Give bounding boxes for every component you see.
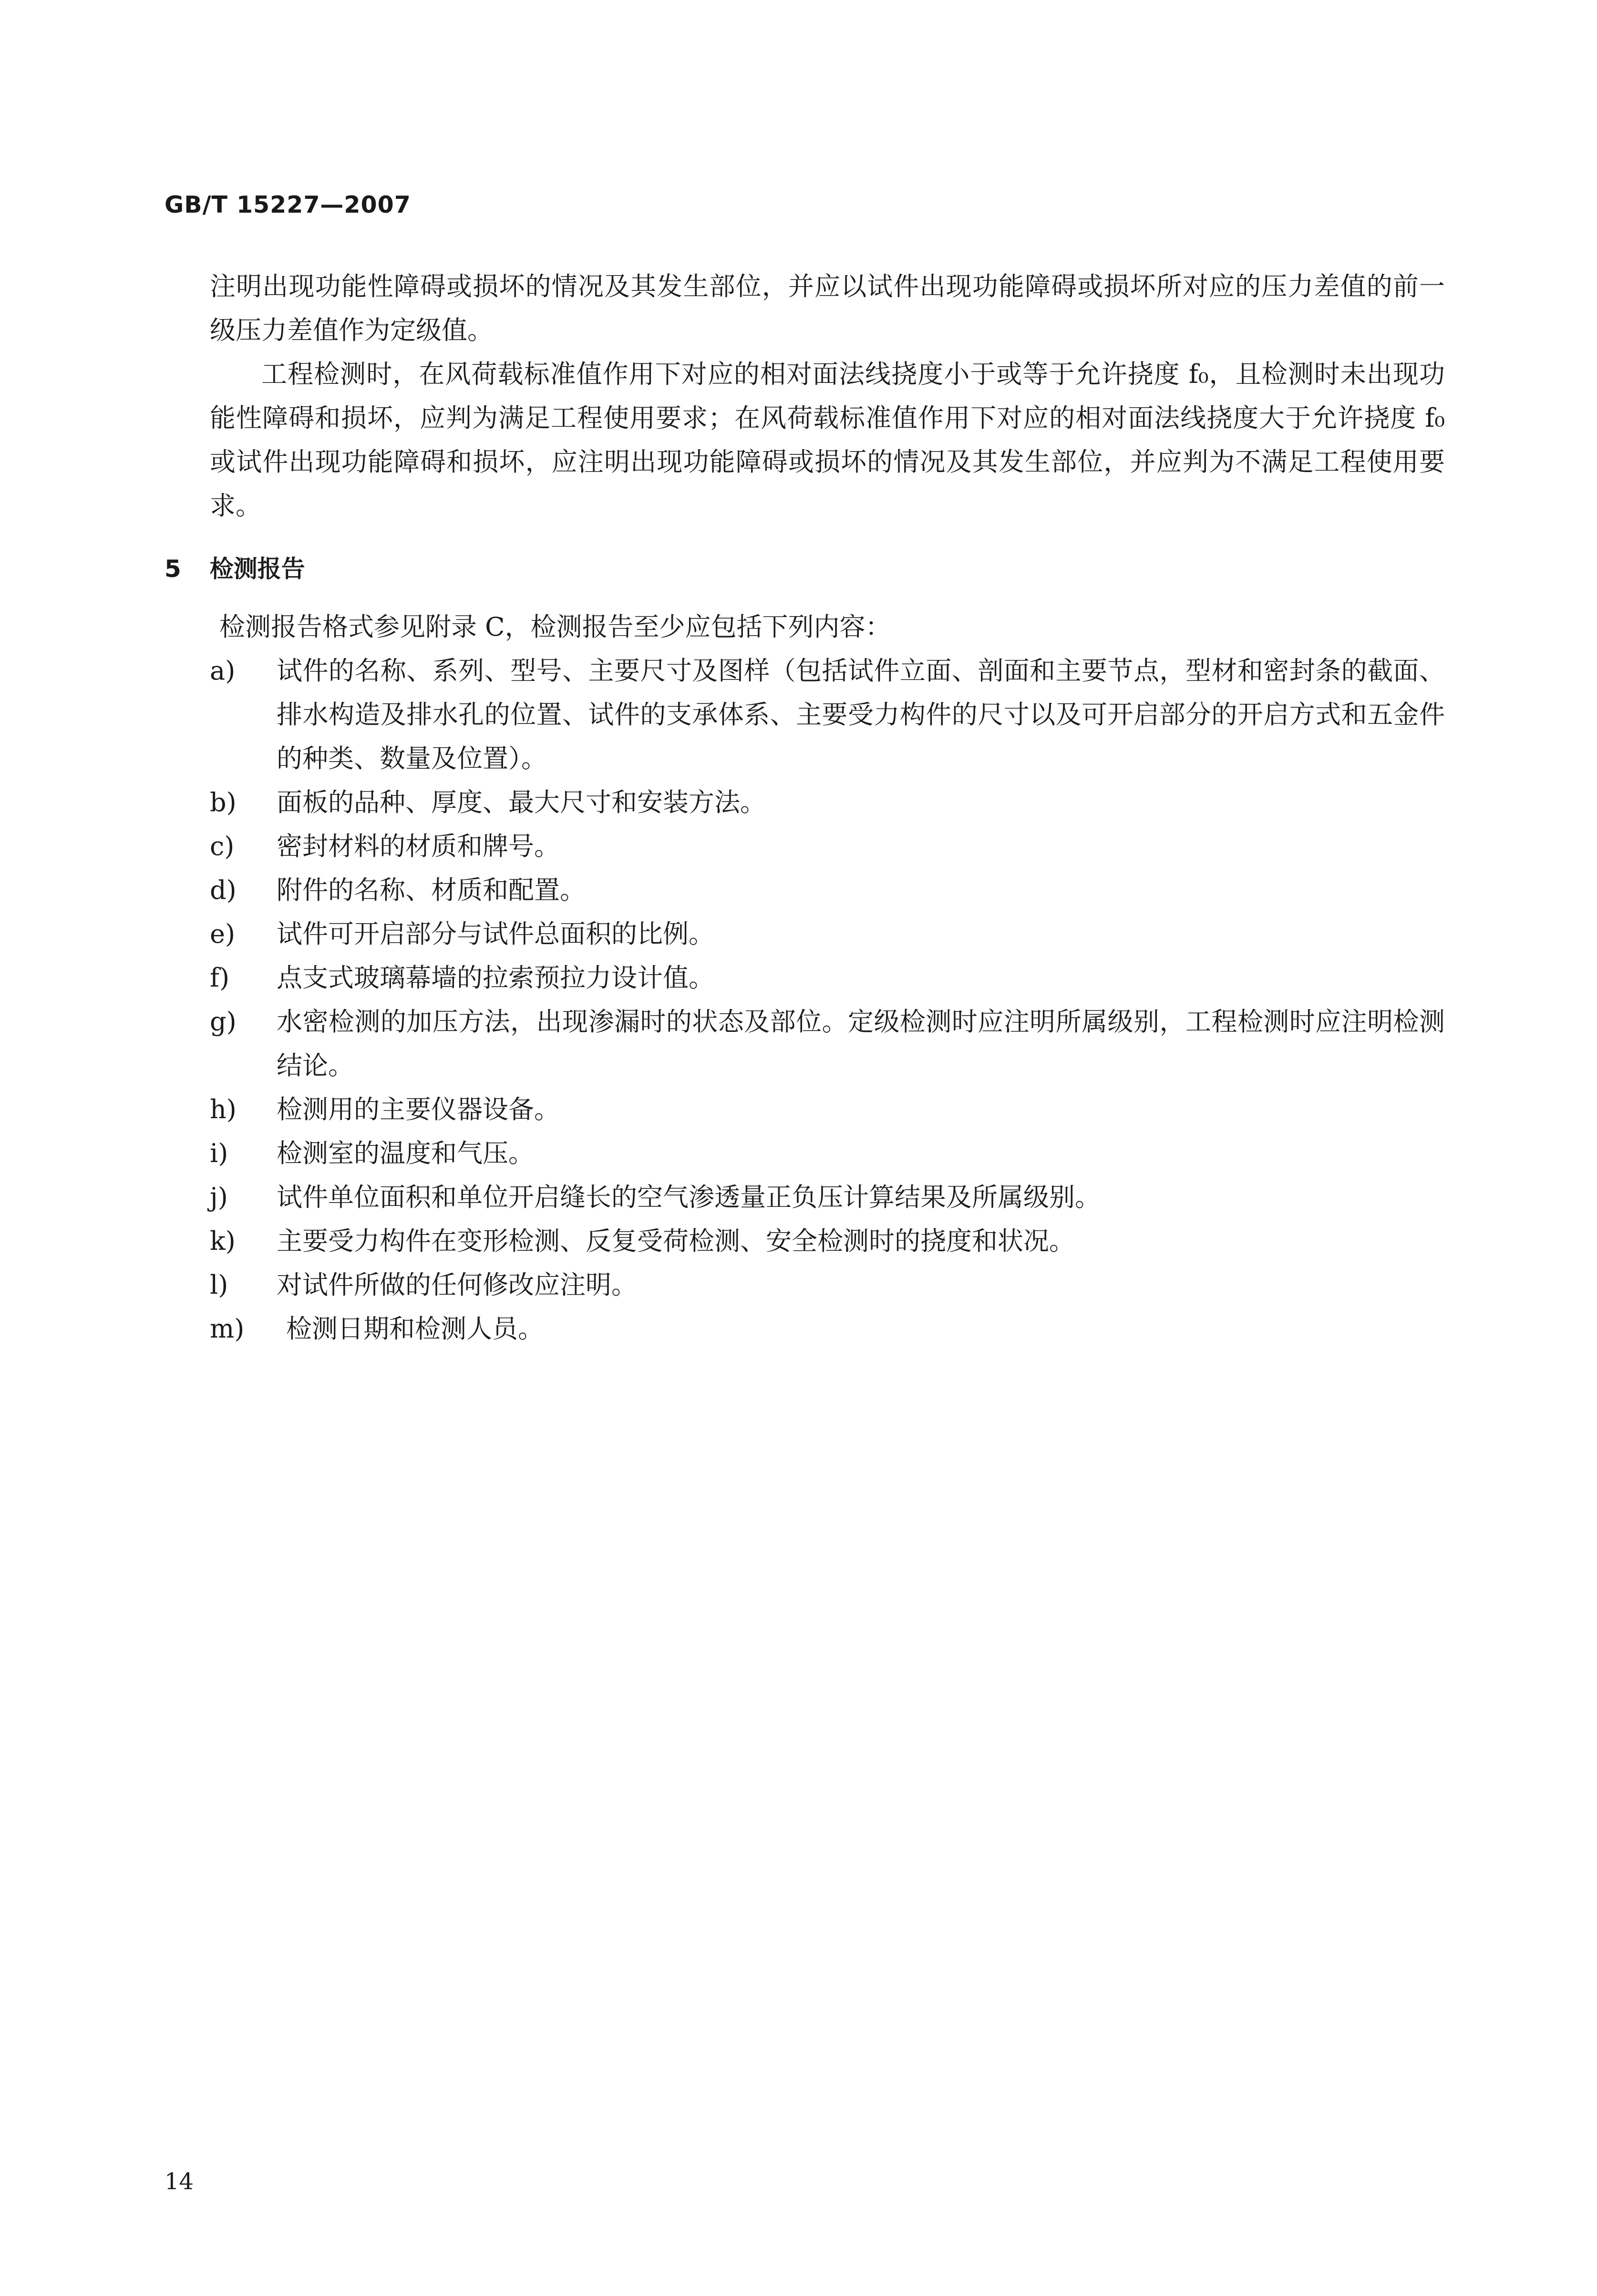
standard-code: GB/T 15227—2007 xyxy=(165,191,411,218)
list-item-label: i) xyxy=(210,1138,228,1168)
list-item-text: 密封材料的材质和牌号。 xyxy=(277,831,560,861)
section-title: 检测报告 xyxy=(209,555,305,583)
list-item xyxy=(210,1219,1445,1263)
list-item xyxy=(210,1088,1445,1132)
list-item xyxy=(210,1000,1445,1088)
list-item-label: l) xyxy=(210,1270,228,1300)
list-item xyxy=(210,956,1445,1000)
list-item xyxy=(210,649,1445,781)
list-item-text: 点支式玻璃幕墙的拉索预拉力设计值。 xyxy=(277,963,714,993)
list-item-text: 试件单位面积和单位开启缝长的空气渗透量正负压计算结果及所属级别。 xyxy=(277,1182,1101,1212)
list-item xyxy=(210,1175,1445,1219)
page-number: 14 xyxy=(165,2168,194,2195)
list-item-text: 水密检测的加压方法，出现渗漏时的状态及部位。定级检测时应注明所属级别，工程检测时应注明检测结论。 xyxy=(277,1007,1445,1081)
list-item xyxy=(210,781,1445,824)
section-heading xyxy=(165,547,1445,591)
list-item-text: 检测日期和检测人员。 xyxy=(286,1314,544,1344)
report-contents-list xyxy=(210,649,1445,1351)
list-item-text: 试件可开启部分与试件总面积的比例。 xyxy=(277,919,714,949)
list-item-label: j) xyxy=(210,1182,228,1212)
list-item-label: c) xyxy=(210,831,235,861)
list-item-label: e) xyxy=(210,919,236,949)
list-item-text: 主要受力构件在变形检测、反复受荷检测、安全检测时的挠度和状况。 xyxy=(277,1226,1075,1256)
list-item-label: g) xyxy=(210,1007,237,1037)
list-item-label: d) xyxy=(210,875,237,905)
list-item-label: h) xyxy=(210,1094,237,1124)
list-item xyxy=(210,824,1445,868)
list-item xyxy=(210,1263,1445,1307)
section-number: 5 xyxy=(165,555,181,583)
list-item-text: 试件的名称、系列、型号、主要尺寸及图样（包括试件立面、剖面和主要节点，型材和密封条的截面、排水构造及排水孔的位置、试件的支承体系、主要受力构件的尺寸以及可开启部分的开启方式和五金件的种类、数量及位置）。 xyxy=(277,656,1445,773)
paragraph-continued: 注明出现功能性障碍或损坏的情况及其发生部位，并应以试件出现功能障碍或损坏所对应的压力差值的前一级压力差值作为定级值。 xyxy=(210,271,1445,345)
list-item xyxy=(210,912,1445,956)
list-item xyxy=(210,1307,1445,1351)
paragraph-engineering-test: 工程检测时，在风荷载标准值作用下对应的相对面法线挠度小于或等于允许挠度 f₀，且检测时未出现功能性障碍和损坏，应判为满足工程使用要求；在风荷载标准值作用下对应的相对面法线挠度大于允许挠度 f₀ 或试件出现功能障碍和损坏，应注明出现功能障碍或损坏的情况及其发生部位，并应判为不满足工程使用要求。 xyxy=(210,359,1445,521)
list-item-label: b) xyxy=(210,787,237,817)
list-item xyxy=(210,1132,1445,1175)
list-item-text: 检测用的主要仪器设备。 xyxy=(277,1094,560,1124)
page-content xyxy=(165,265,1445,1351)
list-item-label: a) xyxy=(210,656,236,686)
list-item-text: 附件的名称、材质和配置。 xyxy=(277,875,586,905)
list-item-label: m) xyxy=(210,1314,245,1344)
section-intro: 检测报告格式参见附录 C，检测报告至少应包括下列内容： xyxy=(219,612,891,642)
list-item-text: 对试件所做的任何修改应注明。 xyxy=(277,1270,637,1300)
list-item-label: f) xyxy=(210,963,230,993)
list-item-label: k) xyxy=(210,1226,236,1256)
list-item-text: 面板的品种、厚度、最大尺寸和安装方法。 xyxy=(277,787,766,817)
list-item xyxy=(210,868,1445,912)
list-item-text: 检测室的温度和气压。 xyxy=(277,1138,534,1168)
